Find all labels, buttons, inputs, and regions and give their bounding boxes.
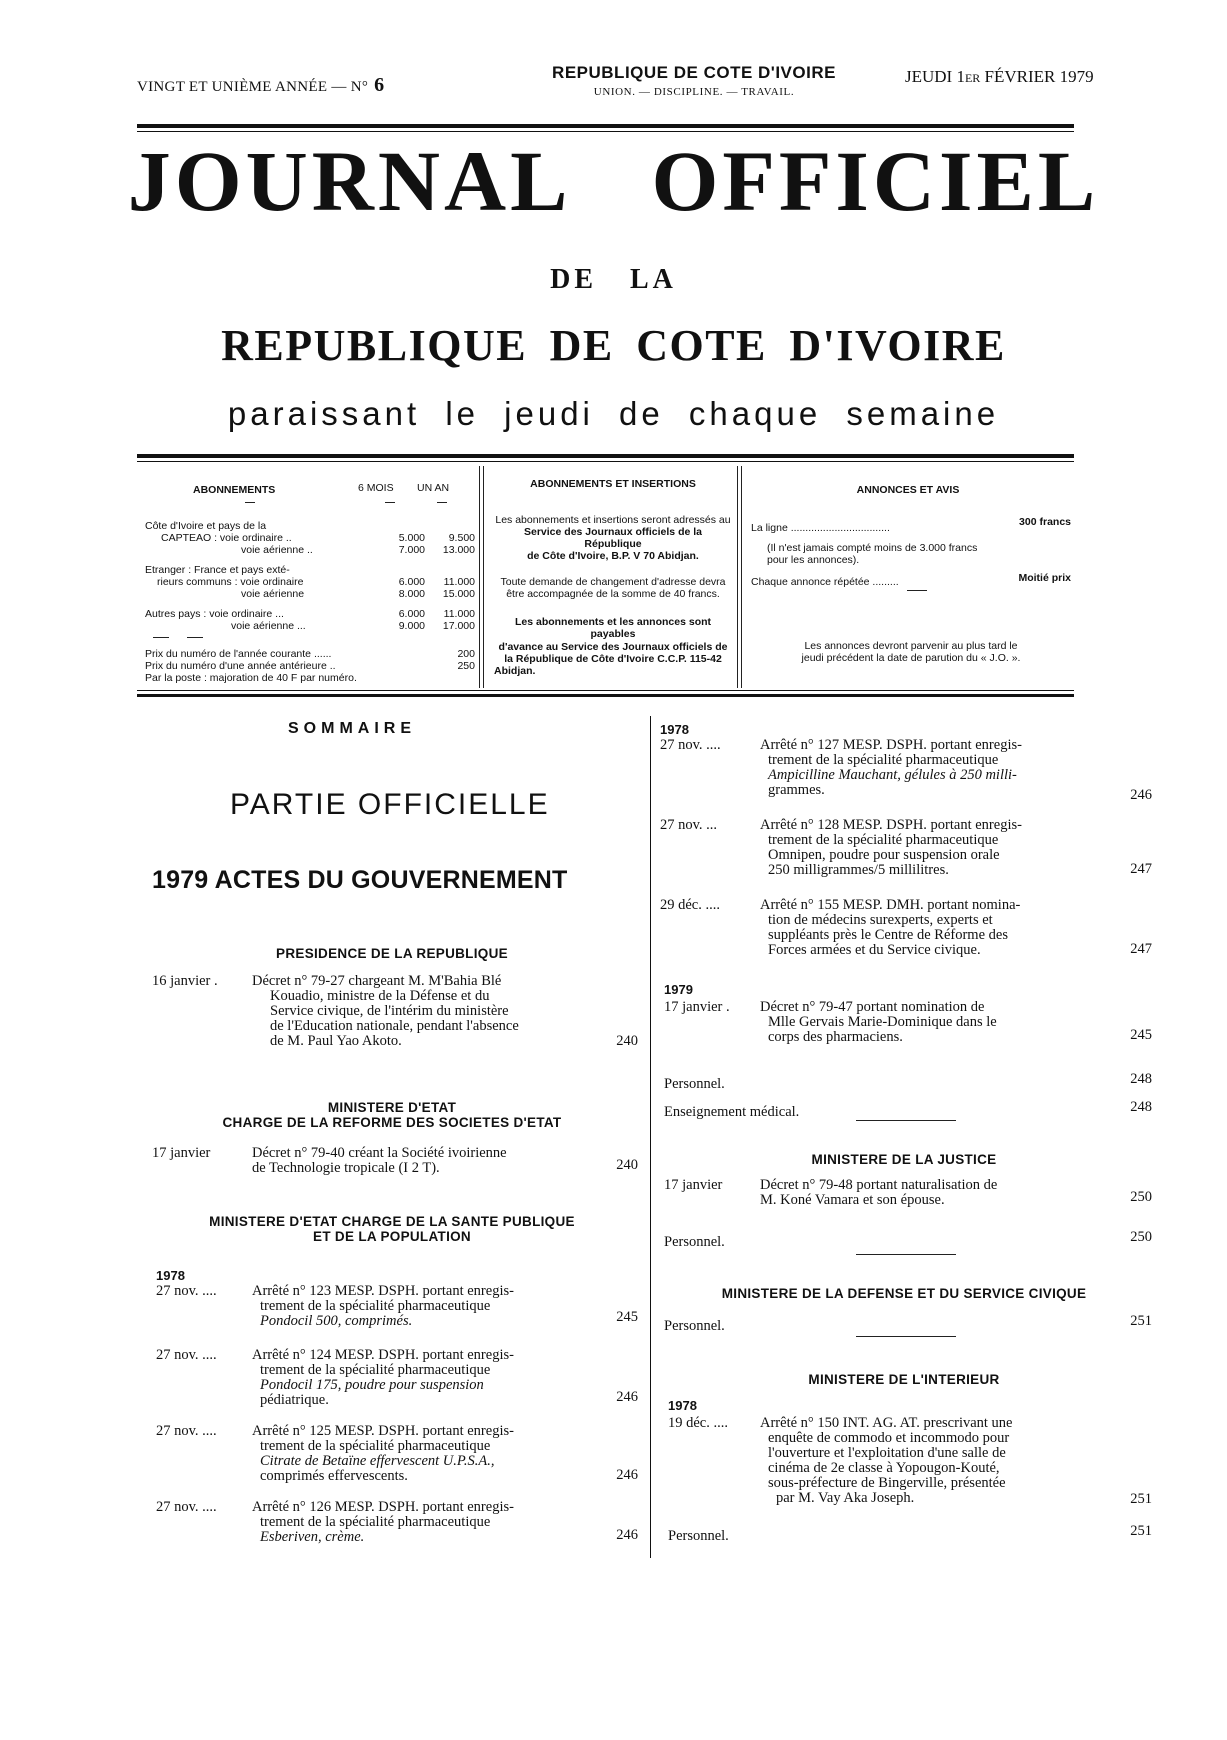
payment-line: la République de Côte d'Ivoire C.C.P. 115-42 [504,652,722,665]
ligne-label: La ligne .................................. [751,522,890,534]
entry-date: 27 nov. .... [156,1347,217,1363]
rate-unan: 13.000 [442,544,475,557]
entry-date: 27 nov. .... [660,737,721,753]
rate-6mois: 8.000 [398,588,425,601]
entry-line: Arrêté n° 126 MESP. DSPH. portant enregis- [252,1499,514,1515]
toc-entry [156,1500,640,1550]
col-unan-heading: UN AN [417,482,450,494]
entry-text [252,1146,507,1176]
entry-line: trement de la spécialité pharmaceutique [768,832,999,848]
box-divider [483,466,484,688]
insertions-line: Les abonnements et insertions seront adressés au [495,514,731,526]
entry-line: M. Koné Vamara et son épouse. [760,1192,945,1208]
toc-entry [660,737,1152,803]
entry-line: comprimés effervescents. [260,1468,408,1484]
payment-line: Abidjan. [494,664,536,677]
rate-label: voie aérienne ... [231,620,306,633]
entry-text [760,738,1022,798]
rate-unan: 17.000 [442,620,475,633]
enseignement-label: Enseignement médical. [664,1104,800,1120]
entry-line: Service civique, de l'intérim du ministère [270,1003,509,1019]
year-label: 1978 [660,722,689,737]
toc-entry [660,818,1152,880]
insertions-heading: ABONNEMENTS ET INSERTIONS [530,478,696,490]
partie-officielle-heading: PARTIE OFFICIELLE [230,788,550,821]
entry-page: 251 [1130,1523,1152,1539]
personnel-label: Personnel. [664,1076,725,1092]
entry-line: par M. Vay Aka Joseph. [776,1490,915,1506]
entry-page: 248 [1130,1099,1152,1115]
entry-line: cinéma de 2e classe à Yopougon-Kouté, [768,1460,1000,1476]
personnel-entry [664,1071,1152,1093]
insertions-line: Service des Journaux officiels de la République [524,526,702,551]
entry-line: Arrêté n° 123 MESP. DSPH. portant enregis- [252,1283,514,1299]
abonnements-heading: ABONNEMENTS [193,484,276,496]
personnel-entry [664,1313,1152,1335]
entry-date: 17 janvier [152,1145,211,1161]
entry-date: 19 déc. .... [668,1415,728,1431]
personnel-label: Personnel. [664,1318,725,1334]
entry-text [760,1178,997,1208]
entry-line: Arrêté n° 125 MESP. DSPH. portant enregis- [252,1423,514,1439]
payment-line: Les abonnements et les annonces sont payables [514,616,712,641]
box-rule-top-thick [137,454,1074,458]
issue-line [137,74,384,97]
entry-date: 27 nov. .... [156,1499,217,1515]
year-label: 1978 [156,1268,185,1283]
entry-page: 250 [1130,1229,1152,1245]
entry-page: 251 [1130,1491,1152,1507]
sommaire-heading: SOMMAIRE [288,720,416,737]
entry-text [252,1424,514,1484]
entry-page: 246 [616,1389,638,1405]
delay-line: Les annonces devront parvenir au plus tard le [804,640,1018,652]
title-word-officiel: OFFICIEL [651,133,1100,229]
entry-line: enquête de commodo et incommodo pour [768,1430,1010,1446]
header-center [524,63,864,98]
entry-line: Décret n° 79-40 créant la Société ivoirienne [252,1145,507,1161]
justice-heading: MINISTERE DE LA JUSTICE [811,1152,997,1167]
entry-date: 16 janvier . [152,973,218,989]
entry-line: l'ouverture et l'exploitation d'une salle de [768,1445,1006,1461]
title-word-journal: JOURNAL [127,133,572,229]
annonces-ligne [751,516,1071,534]
entry-line: Décret n° 79-48 portant naturalisation de [760,1177,998,1193]
entry-line: Pondocil 500, comprimés. [260,1313,413,1329]
price-value: 200 [457,648,475,660]
header-motto: UNION. — DISCIPLINE. — TRAVAIL. [593,86,795,98]
entry-line: Arrêté n° 128 MESP. DSPH. portant enregis- [760,817,1022,833]
toc-entry [152,1146,640,1180]
entry-line: de Technologie tropicale (I 2 T). [252,1160,440,1176]
entry-page: 250 [1130,1189,1152,1205]
insertions-line: de Côte d'Ivoire, B.P. V 70 Abidjan. [527,550,699,563]
defense-heading: MINISTERE DE LA DEFENSE ET DU SERVICE CIVIQUE [721,1286,1087,1301]
price-label: Prix du numéro d'une année antérieure .. [145,660,336,673]
entry-line: pédiatrique. [260,1392,329,1408]
entry-text [252,974,519,1049]
rate-label: CAPTEAO : voie ordinaire .. [161,532,292,545]
rate-unan: 15.000 [442,588,475,601]
section-end-rule [856,1336,956,1337]
entry-line: corps des pharmaciens. [768,1029,903,1045]
actes-heading: 1979 ACTES DU GOUVERNEMENT [152,866,568,894]
entry-text [760,898,1020,958]
box-divider [479,466,480,688]
heading-dash [385,502,395,503]
title-republic: REPUBLIQUE DE COTE D'IVOIRE [221,321,1006,370]
rate-6mois: 6.000 [398,576,425,589]
entry-text [252,1284,514,1329]
entry-line: Omnipen, poudre pour suspension orale [768,847,1000,863]
entry-date: 17 janvier . [664,999,730,1015]
journal-title [0,133,1227,229]
entry-page: 246 [1130,787,1152,803]
entry-date: 17 janvier [664,1177,723,1193]
heading-line: ET DE LA POPULATION [313,1229,471,1244]
address-change-line: être accompagnée de la somme de 40 francs. [506,588,720,601]
rate-label: Etranger : France et pays exté- [145,564,290,577]
price-label: Prix du numéro de l'année courante ...... [145,648,332,660]
toc-entry [156,1424,640,1486]
heading-line: CHARGE DE LA REFORME DES SOCIETES D'ETAT [222,1115,562,1130]
rate-label: rieurs communs : voie ordinaire [157,576,304,589]
entry-line: 250 milligrammes/5 millilitres. [768,862,949,878]
entry-page: 246 [616,1467,638,1483]
rate-unan: 11.000 [443,576,475,589]
delay-line: jeudi précédent la date de parution du « J.O. ». [801,652,1021,665]
price-value: 250 [457,660,475,673]
entry-line: trement de la spécialité pharmaceutique [768,752,999,768]
annonces-heading: ANNONCES ET AVIS [856,484,960,496]
note-line: (Il n'est jamais compté moins de 3.000 francs [767,542,978,554]
entry-page: 251 [1130,1313,1152,1329]
section-end-rule [856,1120,956,1121]
box-divider [737,466,738,688]
rates-table [145,520,475,633]
entry-text [760,1416,1013,1506]
rate-6mois: 6.000 [398,608,425,621]
announcement-dash [907,590,927,591]
entry-page: 247 [1130,861,1152,877]
toc-entry [660,898,1152,960]
title-tagline: paraissant le jeudi de chaque semaine [227,395,1000,432]
number-prices [145,648,475,684]
toc-entry [664,1178,1152,1212]
issue-label: VINGT ET UNIÈME ANNÉE — N° [137,79,369,95]
insertions-text [494,514,732,677]
payment-line: d'avance au Service des Journaux officiels de [498,640,728,653]
entry-line: trement de la spécialité pharmaceutique [260,1298,491,1314]
entry-text [252,1348,514,1408]
annonces-repetee [751,572,1071,588]
subscription-box [137,462,1074,692]
entry-line: Décret n° 79-27 chargeant M. M'Bahia Blé [252,973,502,989]
presidence-heading: PRESIDENCE DE LA REPUBLIQUE [276,946,508,961]
ligne-price: 300 francs [1019,516,1071,528]
box-rule-bottom-thick [137,694,1074,697]
rate-label: voie aérienne .. [241,544,313,557]
entry-line: trement de la spécialité pharmaceutique [260,1362,491,1378]
personnel-entry [664,1229,1152,1251]
masthead-rule-thick [137,124,1074,128]
personnel-label: Personnel. [668,1528,729,1544]
annonces-note [767,542,1071,566]
entry-text [760,1000,997,1045]
entry-line: Mlle Gervais Marie-Dominique dans le [768,1014,997,1030]
entry-line: de M. Paul Yao Akoto. [270,1033,402,1049]
entry-page: 247 [1130,941,1152,957]
price-label: Par la poste : majoration de 40 F par numéro. [145,672,357,685]
enseignement-entry [664,1099,1152,1121]
interieur-heading: MINISTERE DE L'INTERIEUR [808,1372,1000,1387]
sante-heading [152,1214,632,1244]
separator-dash [187,637,203,638]
heading-dash [437,502,447,503]
entry-line: trement de la spécialité pharmaceutique [260,1438,491,1454]
entry-page: 245 [1130,1027,1152,1043]
entry-line: grammes. [768,782,825,798]
entry-line: sous-préfecture de Bingerville, présentée [768,1475,1006,1491]
rate-6mois: 7.000 [398,544,425,557]
box-divider [741,466,742,688]
issue-date: JEUDI 1er FÉVRIER 1979 [905,67,1094,86]
entry-date: 27 nov. .... [156,1283,217,1299]
entry-line: Ampicilline Mauchant, gélules à 250 milli- [768,767,1017,783]
entry-page: 240 [616,1157,638,1173]
entry-line: Forces armées et du Service civique. [768,942,981,958]
entry-text [252,1500,514,1545]
toc-entry [668,1416,1152,1512]
rate-unan: 9.500 [448,532,475,545]
entry-line: tion de médecins surexperts, experts et [768,912,993,928]
entry-date: 27 nov. .... [156,1423,217,1439]
rate-6mois: 9.000 [398,620,425,633]
rate-6mois: 5.000 [398,532,425,545]
entry-page: 246 [616,1527,638,1543]
entry-line: suppléants près le Centre de Réforme des [768,927,1008,943]
entry-line: Pondocil 175, poudre pour suspension [260,1377,484,1393]
entry-line: Arrêté n° 155 MESP. DMH. portant nomina- [760,897,1021,913]
entry-line: Arrêté n° 124 MESP. DSPH. portant enregis- [252,1347,514,1363]
entry-line: trement de la spécialité pharmaceutique [260,1514,491,1530]
entry-text [760,818,1022,878]
repetee-label: Chaque annonce répétée ......... [751,576,899,588]
entry-line: Arrêté n° 127 MESP. DSPH. portant enregis- [760,737,1022,753]
rate-label: Autres pays : voie ordinaire ... [145,608,284,621]
entry-line: Esberiven, crème. [260,1529,365,1545]
entry-page: 240 [616,1033,638,1049]
entry-line: Arrêté n° 150 INT. AG. AT. prescrivant une [760,1415,1013,1431]
personnel-label: Personnel. [664,1234,725,1250]
entry-date: 29 déc. .... [660,897,720,913]
entry-page: 248 [1130,1071,1152,1087]
rate-label: Côte d'Ivoire et pays de la [145,520,267,532]
separator-dash [153,637,169,638]
masthead-rule-thin [137,131,1074,132]
heading-line: MINISTERE D'ETAT [327,1100,457,1115]
entry-page: 245 [616,1309,638,1325]
address-change-line: Toute demande de changement d'adresse devra [500,576,726,589]
issue-number: 6 [374,74,385,96]
reforme-heading [152,1100,632,1130]
header-republic: REPUBLIQUE DE COTE D'IVOIRE [552,63,836,82]
entry-line: Kouadio, ministre de la Défense et du [270,988,490,1004]
rate-unan: 11.000 [443,608,475,621]
year-label: 1979 [664,982,693,997]
title-dela: DE LA [550,264,677,295]
section-end-rule [856,1254,956,1255]
year-label: 1978 [668,1398,697,1413]
box-rule-bottom-thin [137,690,1074,691]
entry-line: Décret n° 79-47 portant nomination de [760,999,985,1015]
annonces-delay [751,640,1071,664]
toc-entry [664,1000,1152,1050]
rate-label: voie aérienne [241,588,305,601]
col-6mois-heading: 6 MOIS [358,482,394,494]
entry-line: Citrate de Betaïne effervescent U.P.S.A., [260,1453,495,1469]
toc-entry [156,1284,640,1334]
repetee-price: Moitié prix [1018,572,1071,584]
toc-entry [156,1348,640,1410]
entry-date: 27 nov. ... [660,817,718,833]
entry-line: de l'Education nationale, pendant l'absence [270,1018,519,1034]
heading-line: MINISTERE D'ETAT CHARGE DE LA SANTE PUBLIQUE [209,1214,575,1229]
toc-entry [152,974,640,1054]
personnel-entry [668,1523,1152,1545]
note-line: pour les annonces). [767,554,860,567]
column-divider [650,716,651,1558]
heading-dash [245,502,255,503]
